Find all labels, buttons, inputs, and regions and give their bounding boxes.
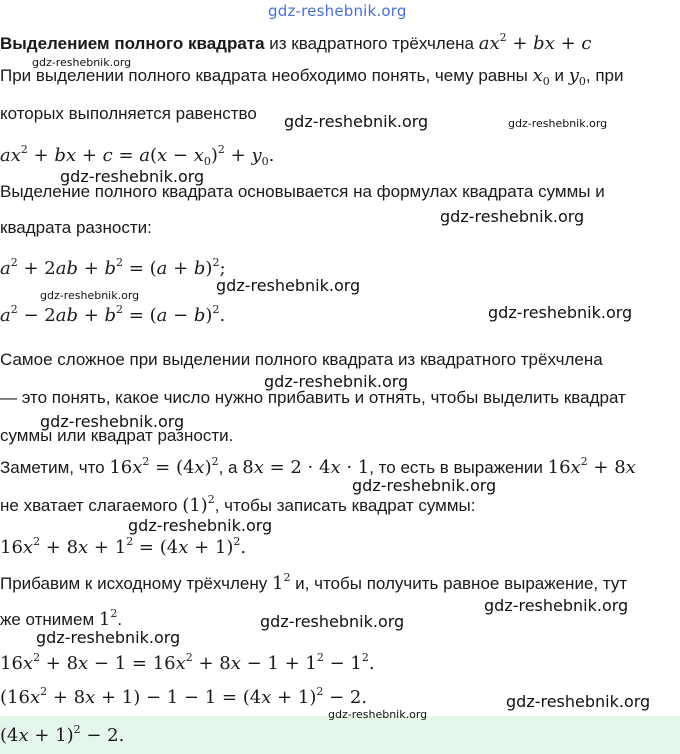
difficulty-text-3: суммы или квадрат разности. bbox=[0, 426, 234, 445]
watermark: gdz-reshebnik.org bbox=[508, 117, 608, 130]
final-answer: $(4x + 1)^2 - 2$. bbox=[0, 723, 125, 746]
add-subtract-line-2: же отнимем $1^2$. bbox=[0, 607, 123, 630]
formulas-intro-2: квадрата разности: bbox=[0, 218, 152, 237]
y0-symbol: $y_0$ bbox=[568, 65, 586, 88]
watermark: gdz-reshebnik.org bbox=[506, 692, 651, 711]
transformation-step-1: $16x^2 + 8x - 1 = 16x^2 + 8x - 1 + 1^2 - 1^2$. bbox=[0, 651, 375, 674]
formulas-intro: Выделение полного квадрата основывается на формулах квадрата суммы и bbox=[0, 182, 605, 201]
watermark: gdz-reshebnik.org bbox=[40, 412, 185, 431]
observation-line-2: не хватает слагаемого $(1)^2$, чтобы записать квадрат суммы: bbox=[0, 493, 476, 516]
watermark: gdz-reshebnik.org bbox=[40, 289, 140, 302]
watermark: gdz-reshebnik.org bbox=[484, 596, 629, 615]
trinomial-formula: $ax^2$ + bx + c bbox=[478, 31, 592, 54]
watermark: gdz-reshebnik.org bbox=[216, 276, 361, 295]
watermark: gdz-reshebnik.org bbox=[264, 372, 409, 391]
watermark: gdz-reshebnik.org bbox=[128, 516, 273, 535]
watermark: gdz-reshebnik.org bbox=[260, 612, 405, 631]
watermark: gdz-reshebnik.org bbox=[32, 56, 132, 69]
explanation-line-2: которых выполняется равенство bbox=[0, 104, 257, 123]
watermark: gdz-reshebnik.org bbox=[284, 112, 429, 131]
watermark: gdz-reshebnik.org bbox=[488, 303, 633, 322]
square-of-sum-formula: $a^2 + 2ab + b^2 = (a + b)^2$; bbox=[0, 256, 226, 279]
intro-text: из квадратного трёхчлена bbox=[264, 34, 479, 53]
watermark: gdz-reshebnik.org bbox=[352, 476, 497, 495]
difficulty-text: Самое сложное при выделении полного квадрата из квадратного трёхчлена bbox=[0, 350, 603, 369]
observation-line: Заметим, что $16x^2 = (4x)^2$, а 8x = 2 · 4x · 1, то есть в выражении $16x^2 + 8x$ bbox=[0, 455, 636, 478]
watermark: gdz-reshebnik.org bbox=[60, 167, 205, 186]
explanation-line: При выделении полного квадрата необходимо понять, чему равны $x_0$ и $y_0$, при bbox=[0, 65, 624, 88]
square-of-sum-equation: $16x^2 + 8x + 1^2 = (4x + 1)^2$. bbox=[0, 535, 247, 558]
difficulty-text-2: — это понять, какое число нужно прибавить и отнять, чтобы выделить квадрат bbox=[0, 388, 626, 407]
transformation-step-2: $(16x^2 + 8x + 1) - 1 - 1 = (4x + 1)^2 - 2$. bbox=[0, 685, 368, 708]
intro-line bbox=[0, 31, 592, 54]
watermark-top[interactable]: gdz-reshebnik.org bbox=[268, 2, 407, 20]
definition-term: Выделением полного квадрата bbox=[0, 34, 265, 53]
square-of-difference-formula: $a^2 - 2ab + b^2 = (a - b)^2$. bbox=[0, 303, 226, 326]
completed-square-equation: $ax^2$ + bx + $c = a(x - x_0)^2 + y_0$. bbox=[0, 143, 275, 168]
x0-symbol: $x_0$ bbox=[532, 65, 550, 88]
watermark: gdz-reshebnik.org bbox=[440, 207, 585, 226]
add-subtract-line: Прибавим к исходному трёхчлену $1^2$ и, чтобы получить равное выражение, тут bbox=[0, 571, 628, 594]
watermark: gdz-reshebnik.org bbox=[328, 708, 428, 721]
watermark: gdz-reshebnik.org bbox=[36, 628, 181, 647]
